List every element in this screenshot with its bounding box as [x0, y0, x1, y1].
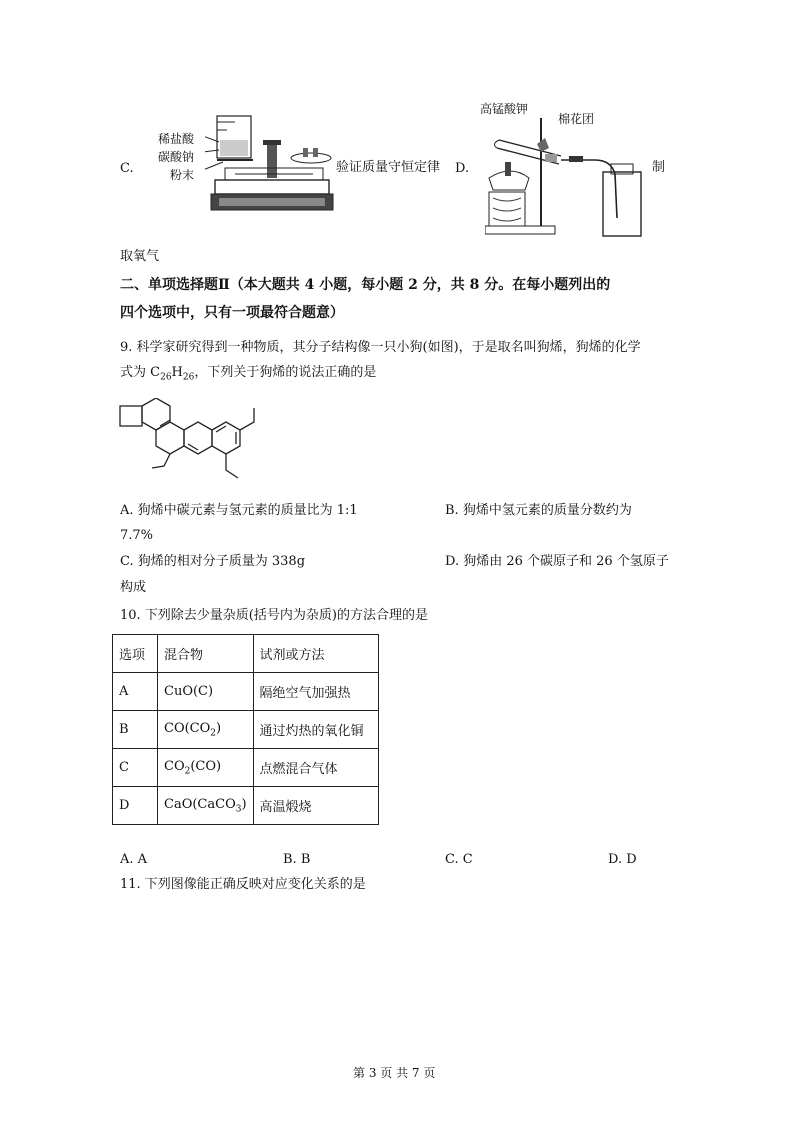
table-cell-option: C — [113, 749, 158, 787]
label-cotton: 棉花团 — [558, 112, 595, 126]
q9-option-b-wrap: 7.7% — [120, 528, 154, 543]
section-heading-line2: 四个选项中，只有一项最符合题意） — [120, 305, 344, 321]
q10-stem: 10. 下列除去少量杂质(括号内为杂质)的方法合理的是 — [120, 608, 428, 623]
table-cell-method: 隔绝空气加强热 — [253, 673, 378, 711]
table-row — [113, 787, 379, 825]
label-powder: 粉末 — [170, 168, 195, 182]
table-row — [113, 673, 379, 711]
q10-answer-b: B. B — [283, 852, 311, 867]
option-d-caption-tail: 制 — [652, 160, 666, 175]
q9-option-a: A. 狗烯中碳元素与氢元素的质量比为 1:1 — [120, 503, 358, 518]
table-row — [113, 711, 379, 749]
label-hcl: 稀盐酸 — [158, 132, 195, 146]
table-cell-option: A — [113, 673, 158, 711]
table-cell-method: 通过灼热的氧化铜 — [253, 711, 378, 749]
option-c-caption: 验证质量守恒定律 — [336, 160, 441, 175]
table-header-cell: 混合物 — [158, 635, 254, 673]
q10-answer-c: C. C — [445, 852, 473, 867]
table-cell-method: 高温煅烧 — [253, 787, 378, 825]
q10-table — [112, 634, 379, 825]
q9-stem-line1: 9. 科学家研究得到一种物质，其分子结构像一只小狗(如图)，于是取名叫狗烯，狗烯的化学 — [120, 340, 641, 355]
table-row — [113, 749, 379, 787]
label-na2co3: 碳酸钠 — [158, 150, 195, 164]
table-cell-mixture: CuO(C) — [158, 673, 254, 711]
section-heading-line1: 二、单项选择题Ⅱ（本大题共 4 小题，每小题 2 分，共 8 分。在每小题列出的 — [120, 277, 611, 293]
table-header-cell: 选项 — [113, 635, 158, 673]
table-header-row — [113, 635, 379, 673]
option-d-caption-wrap: 取氧气 — [120, 249, 160, 264]
page-footer: 第 3 页 共 7 页 — [353, 1066, 436, 1080]
option-c-letter: C. — [120, 161, 134, 176]
q10-answer-a: A. A — [120, 852, 148, 867]
oxygen-apparatus-figure — [485, 118, 650, 238]
q9-option-d: D. 狗烯由 26 个碳原子和 26 个氢原子 — [445, 554, 669, 569]
q10-answer-d: D. D — [608, 852, 637, 867]
q11-stem: 11. 下列图像能正确反映对应变化关系的是 — [120, 877, 366, 892]
table-cell-option: B — [113, 711, 158, 749]
table-cell-option: D — [113, 787, 158, 825]
dog-molecule-structure — [118, 398, 268, 486]
table-cell-mixture: CaO(CaCO$_3$) — [158, 787, 254, 825]
table-cell-mixture: $CO(CO_2)$ — [158, 711, 254, 749]
q9-option-b: B. 狗烯中氢元素的质量分数约为 — [445, 503, 632, 518]
table-cell-method: 点燃混合气体 — [253, 749, 378, 787]
q9-stem-line2: 式为 $C_{26}H_{26}$，下列关于狗烯的说法正确的是 — [120, 365, 377, 383]
option-d-letter: D. — [455, 161, 470, 176]
q9-option-d-wrap: 构成 — [120, 580, 147, 595]
balance-apparatus-figure — [205, 112, 337, 218]
table-cell-mixture: $CO_2(CO)$ — [158, 749, 254, 787]
table-header-cell: 试剂或方法 — [253, 635, 378, 673]
label-kmno4: 高锰酸钾 — [480, 102, 529, 116]
q9-option-c: C. 狗烯的相对分子质量为 338g — [120, 554, 306, 569]
